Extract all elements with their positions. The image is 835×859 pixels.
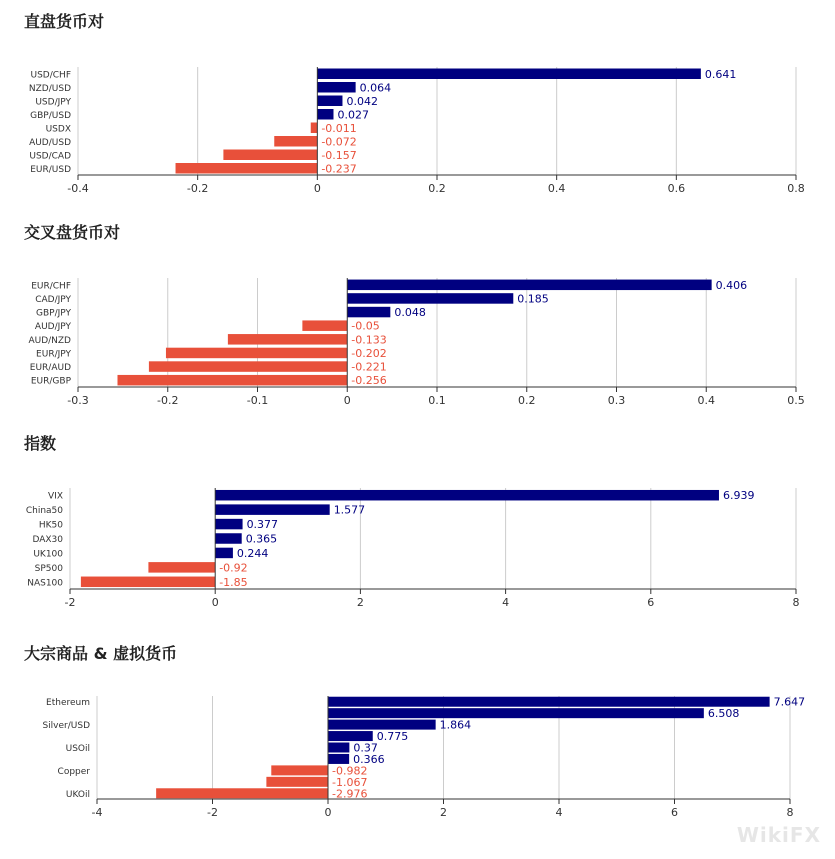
bar-value-label: -0.133 <box>351 333 387 347</box>
bar-value-label: -0.982 <box>332 764 368 778</box>
bar-value-label: 0.377 <box>246 518 279 532</box>
category-label: DAX30 <box>32 535 63 545</box>
category-label: EUR/JPY <box>36 349 71 360</box>
x-tick-label: -0.1 <box>246 394 269 407</box>
x-tick-label: 0.2 <box>518 394 536 407</box>
bar <box>328 731 373 741</box>
bar <box>347 307 390 318</box>
indices-bar-chart <box>0 477 835 617</box>
bar <box>156 788 328 798</box>
category-label: USD/CAD <box>29 151 71 162</box>
category-label: GBP/USD <box>30 110 71 121</box>
x-tick-label: 8 <box>786 806 794 819</box>
bar-value-label: -0.237 <box>321 162 357 176</box>
x-tick-label: 0.1 <box>428 394 446 407</box>
x-tick-label: 0.2 <box>428 182 446 195</box>
x-tick-label: 6 <box>671 806 678 819</box>
bar <box>347 293 513 304</box>
direct-pairs-bar-chart <box>0 55 835 195</box>
bar <box>148 562 215 573</box>
bar-value-label: -0.221 <box>351 360 387 374</box>
x-tick-label: -4 <box>91 806 103 819</box>
bar-value-label: 0.048 <box>394 306 426 320</box>
commodities-crypto-bar-chart <box>0 686 835 826</box>
bar <box>149 361 347 372</box>
x-tick-label: -0.4 <box>67 182 89 195</box>
category-label: NZD/USD <box>28 83 71 94</box>
bar-value-label: -0.011 <box>321 121 357 135</box>
x-tick-label: 0.5 <box>787 394 805 407</box>
bar-value-label: 0.064 <box>359 81 392 95</box>
bar-value-label: -2.976 <box>332 787 368 801</box>
section-title-commodities-crypto: 大宗商品 & 虚拟货币 <box>24 644 178 663</box>
bar <box>311 123 318 134</box>
category-label: USD/JPY <box>35 97 71 108</box>
category-label: Silver/USD <box>42 721 90 732</box>
bar <box>317 109 333 120</box>
bar <box>328 697 770 707</box>
category-label: AUD/JPY <box>34 322 71 333</box>
x-tick-label: 0.4 <box>697 394 715 407</box>
bar <box>274 136 317 147</box>
bar-value-label: 7.647 <box>773 695 806 709</box>
bar <box>302 320 347 331</box>
bar <box>215 490 719 501</box>
x-tick-label: 4 <box>502 596 510 609</box>
bar <box>81 577 215 588</box>
category-label: HK50 <box>38 520 63 531</box>
x-tick-label: 0 <box>313 182 321 195</box>
category-label: EUR/AUD <box>29 363 71 374</box>
x-tick-label: -0.2 <box>186 182 209 195</box>
bar <box>317 69 701 80</box>
bar <box>328 743 349 753</box>
x-tick-label: 0.8 <box>787 182 805 195</box>
category-label: NAS100 <box>27 578 63 589</box>
section-title-cross-pairs: 交叉盘货币对 <box>24 223 121 242</box>
category-label: EUR/CHF <box>31 281 71 292</box>
x-tick-label: -2 <box>207 806 218 819</box>
bar <box>317 96 342 107</box>
category-label: VIX <box>48 491 63 502</box>
category-label: Ethereum <box>46 698 90 709</box>
category-label: GBP/JPY <box>36 308 71 319</box>
bar-value-label: 0.042 <box>346 94 378 108</box>
bar-value-label: 0.775 <box>376 730 409 744</box>
category-label: USDX <box>45 124 71 135</box>
bar <box>328 708 704 718</box>
category-label: China50 <box>25 506 63 517</box>
bar <box>266 777 328 787</box>
bar-value-label: -0.256 <box>351 374 387 388</box>
bar-value-label: -0.202 <box>351 346 387 360</box>
category-label: EUR/USD <box>30 164 71 175</box>
bar-value-label: -0.157 <box>321 148 357 162</box>
category-label: EUR/GBP <box>30 376 71 387</box>
bar-value-label: 0.185 <box>517 292 549 306</box>
bar <box>223 150 317 161</box>
bar <box>328 720 436 730</box>
bar-value-label: 0.37 <box>353 741 378 755</box>
category-label: UKOil <box>65 789 90 800</box>
bar <box>271 765 328 775</box>
x-tick-label: 2 <box>440 806 447 819</box>
category-label: AUD/USD <box>29 137 71 148</box>
bar-value-label: -0.05 <box>351 319 380 333</box>
x-tick-label: 2 <box>356 596 364 609</box>
bar <box>215 548 233 559</box>
category-label: AUD/NZD <box>28 335 71 346</box>
bar-value-label: 1.577 <box>333 503 366 517</box>
bar-value-label: 0.027 <box>337 108 369 122</box>
bar-value-label: 0.641 <box>704 67 737 81</box>
category-label: CAD/JPY <box>35 294 71 305</box>
category-label: SP500 <box>34 563 63 574</box>
category-label: UK100 <box>33 549 63 560</box>
watermark-logo: WikiFX <box>736 823 821 847</box>
x-tick-label: 8 <box>792 596 800 609</box>
x-tick-label: 0.3 <box>607 394 626 407</box>
bar <box>347 280 711 291</box>
x-tick-label: 6 <box>647 596 655 609</box>
x-tick-label: 0 <box>343 394 351 407</box>
bar-value-label: -1.067 <box>332 775 368 789</box>
bar <box>317 82 355 93</box>
bar-value-label: -0.072 <box>321 135 357 149</box>
x-tick-label: 0.4 <box>547 182 566 195</box>
bar-value-label: 6.508 <box>707 707 740 721</box>
x-tick-label: -0.3 <box>67 394 89 407</box>
category-label: Copper <box>57 766 90 777</box>
bar <box>328 754 349 764</box>
bar-value-label: -1.85 <box>219 575 248 589</box>
category-label: USOil <box>65 744 90 754</box>
x-tick-label: 4 <box>555 806 563 819</box>
bar-value-label: 0.406 <box>715 278 748 292</box>
bar-value-label: 0.244 <box>236 546 269 560</box>
bar <box>166 348 347 359</box>
bar <box>117 375 347 386</box>
bar <box>215 519 242 530</box>
bar-value-label: 1.864 <box>439 718 472 732</box>
bar <box>176 163 318 174</box>
bar <box>215 533 241 544</box>
bar-value-label: -0.92 <box>219 561 248 575</box>
bar-value-label: 6.939 <box>722 489 755 503</box>
bar <box>228 334 347 345</box>
section-title-indices: 指数 <box>24 434 57 453</box>
bar-value-label: 0.365 <box>245 532 278 546</box>
x-tick-label: 0 <box>211 596 219 609</box>
x-tick-label: -0.2 <box>157 394 179 407</box>
bar <box>215 504 329 515</box>
category-label: USD/CHF <box>30 70 71 81</box>
section-title-direct-pairs: 直盘货币对 <box>24 12 105 31</box>
cross-pairs-bar-chart <box>0 266 835 406</box>
bar-value-label: 0.366 <box>353 752 385 766</box>
x-tick-label: 0 <box>324 806 332 819</box>
x-tick-label: 0.6 <box>667 182 686 195</box>
x-tick-label: -2 <box>64 596 76 609</box>
